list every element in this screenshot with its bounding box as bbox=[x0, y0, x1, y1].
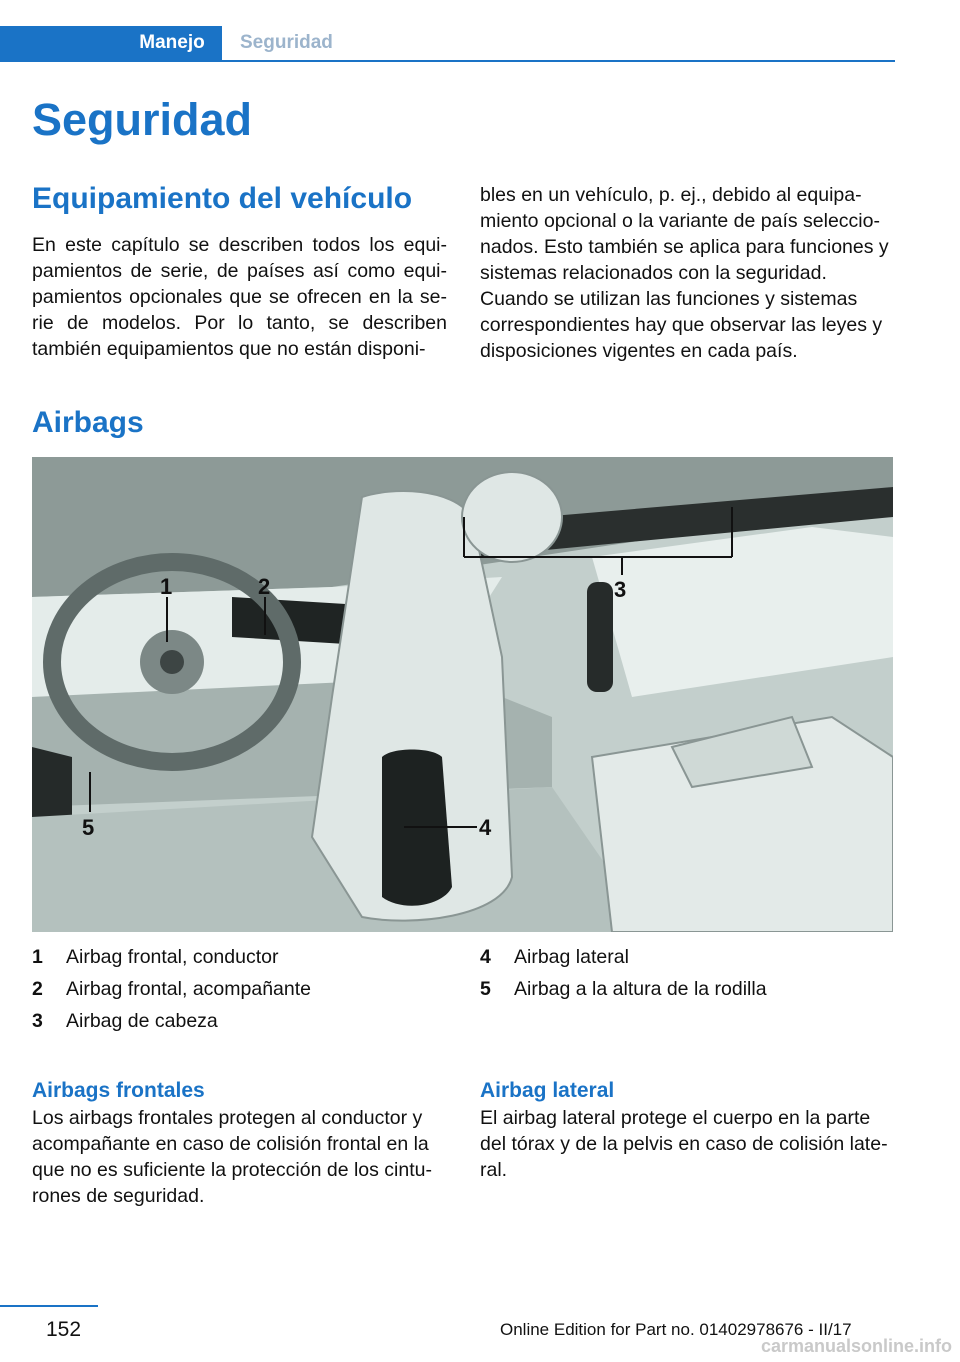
legend-left bbox=[32, 944, 432, 1040]
legend-label: Airbag frontal, acompañante bbox=[66, 978, 311, 1000]
section-heading-equipamiento: Equipamiento del vehículo bbox=[32, 182, 413, 215]
page-title: Seguridad bbox=[32, 94, 253, 145]
page-number: 152 bbox=[46, 1318, 82, 1341]
section-airbag-lateral bbox=[480, 1077, 895, 1183]
legend-item bbox=[32, 1008, 432, 1040]
car-interior-drawing bbox=[32, 457, 893, 932]
legend-item bbox=[480, 976, 880, 1008]
footer-edition: Online Edition for Part no. 01402978676 - II/17 bbox=[500, 1320, 852, 1339]
legend-number: 3 bbox=[32, 1010, 43, 1032]
legend-item bbox=[32, 976, 432, 1008]
legend-number: 4 bbox=[480, 946, 491, 968]
paragraph-airbag-lateral: El airbag lateral protege el cuerpo en la parte del tórax y de la pelvis en caso de colisión late- ral. bbox=[480, 1107, 888, 1181]
callout-5: 5 bbox=[82, 815, 95, 840]
subheading-airbags-frontales: Airbags frontales bbox=[32, 1079, 205, 1102]
intro-paragraph-left: En este capítulo se describen todos los equi- pamientos de serie, de países así como equi- pamientos opcionales que se ofrecen en la se- rie de modelos. Por lo tanto, se describen también equipamientos que no están disponi- bbox=[32, 234, 447, 360]
chapter-tabs bbox=[0, 26, 895, 62]
tab-spacer bbox=[0, 26, 122, 60]
intro-paragraph-right: bles en un vehículo, p. ej., debido al equipa- miento opcional o la variante de país seleccio- nados. Esto también se aplica para funciones y sistemas relacionados con la seguridad. Cuando se utilizan las funciones y sistemas correspondientes hay que observar las leyes y disposiciones vigentes en cada país. bbox=[480, 184, 889, 362]
footer-rule bbox=[0, 1305, 98, 1307]
section-airbags-frontales bbox=[32, 1077, 447, 1209]
legend-label: Airbag a la altura de la rodilla bbox=[514, 978, 767, 1000]
callout-2: 2 bbox=[258, 574, 271, 599]
legend-label: Airbag de cabeza bbox=[66, 1010, 218, 1032]
legend-number: 5 bbox=[480, 978, 491, 1000]
airbag-illustration bbox=[32, 457, 893, 932]
legend-label: Airbag frontal, conductor bbox=[66, 946, 279, 968]
section-heading-airbags: Airbags bbox=[32, 406, 144, 439]
paragraph-airbags-frontales: Los airbags frontales protegen al conductor y acompañante en caso de colisión frontal en la que no es suficiente la protección de los cintu- rones de seguridad. bbox=[32, 1107, 432, 1207]
legend-label: Airbag lateral bbox=[514, 946, 629, 968]
callout-1: 1 bbox=[160, 574, 173, 599]
legend-number: 2 bbox=[32, 978, 43, 1000]
tab-seguridad[interactable]: Seguridad bbox=[240, 32, 333, 53]
subheading-airbag-lateral: Airbag lateral bbox=[480, 1079, 615, 1102]
legend-item bbox=[32, 944, 432, 976]
callout-4: 4 bbox=[479, 815, 492, 840]
watermark: carmanualsonline.info bbox=[760, 1336, 952, 1356]
legend-number: 1 bbox=[32, 946, 43, 968]
legend-right bbox=[480, 944, 880, 1008]
legend-item bbox=[480, 944, 880, 976]
tab-underline bbox=[0, 60, 895, 62]
tab-manejo[interactable]: Manejo bbox=[122, 26, 222, 60]
callout-3: 3 bbox=[614, 577, 627, 602]
